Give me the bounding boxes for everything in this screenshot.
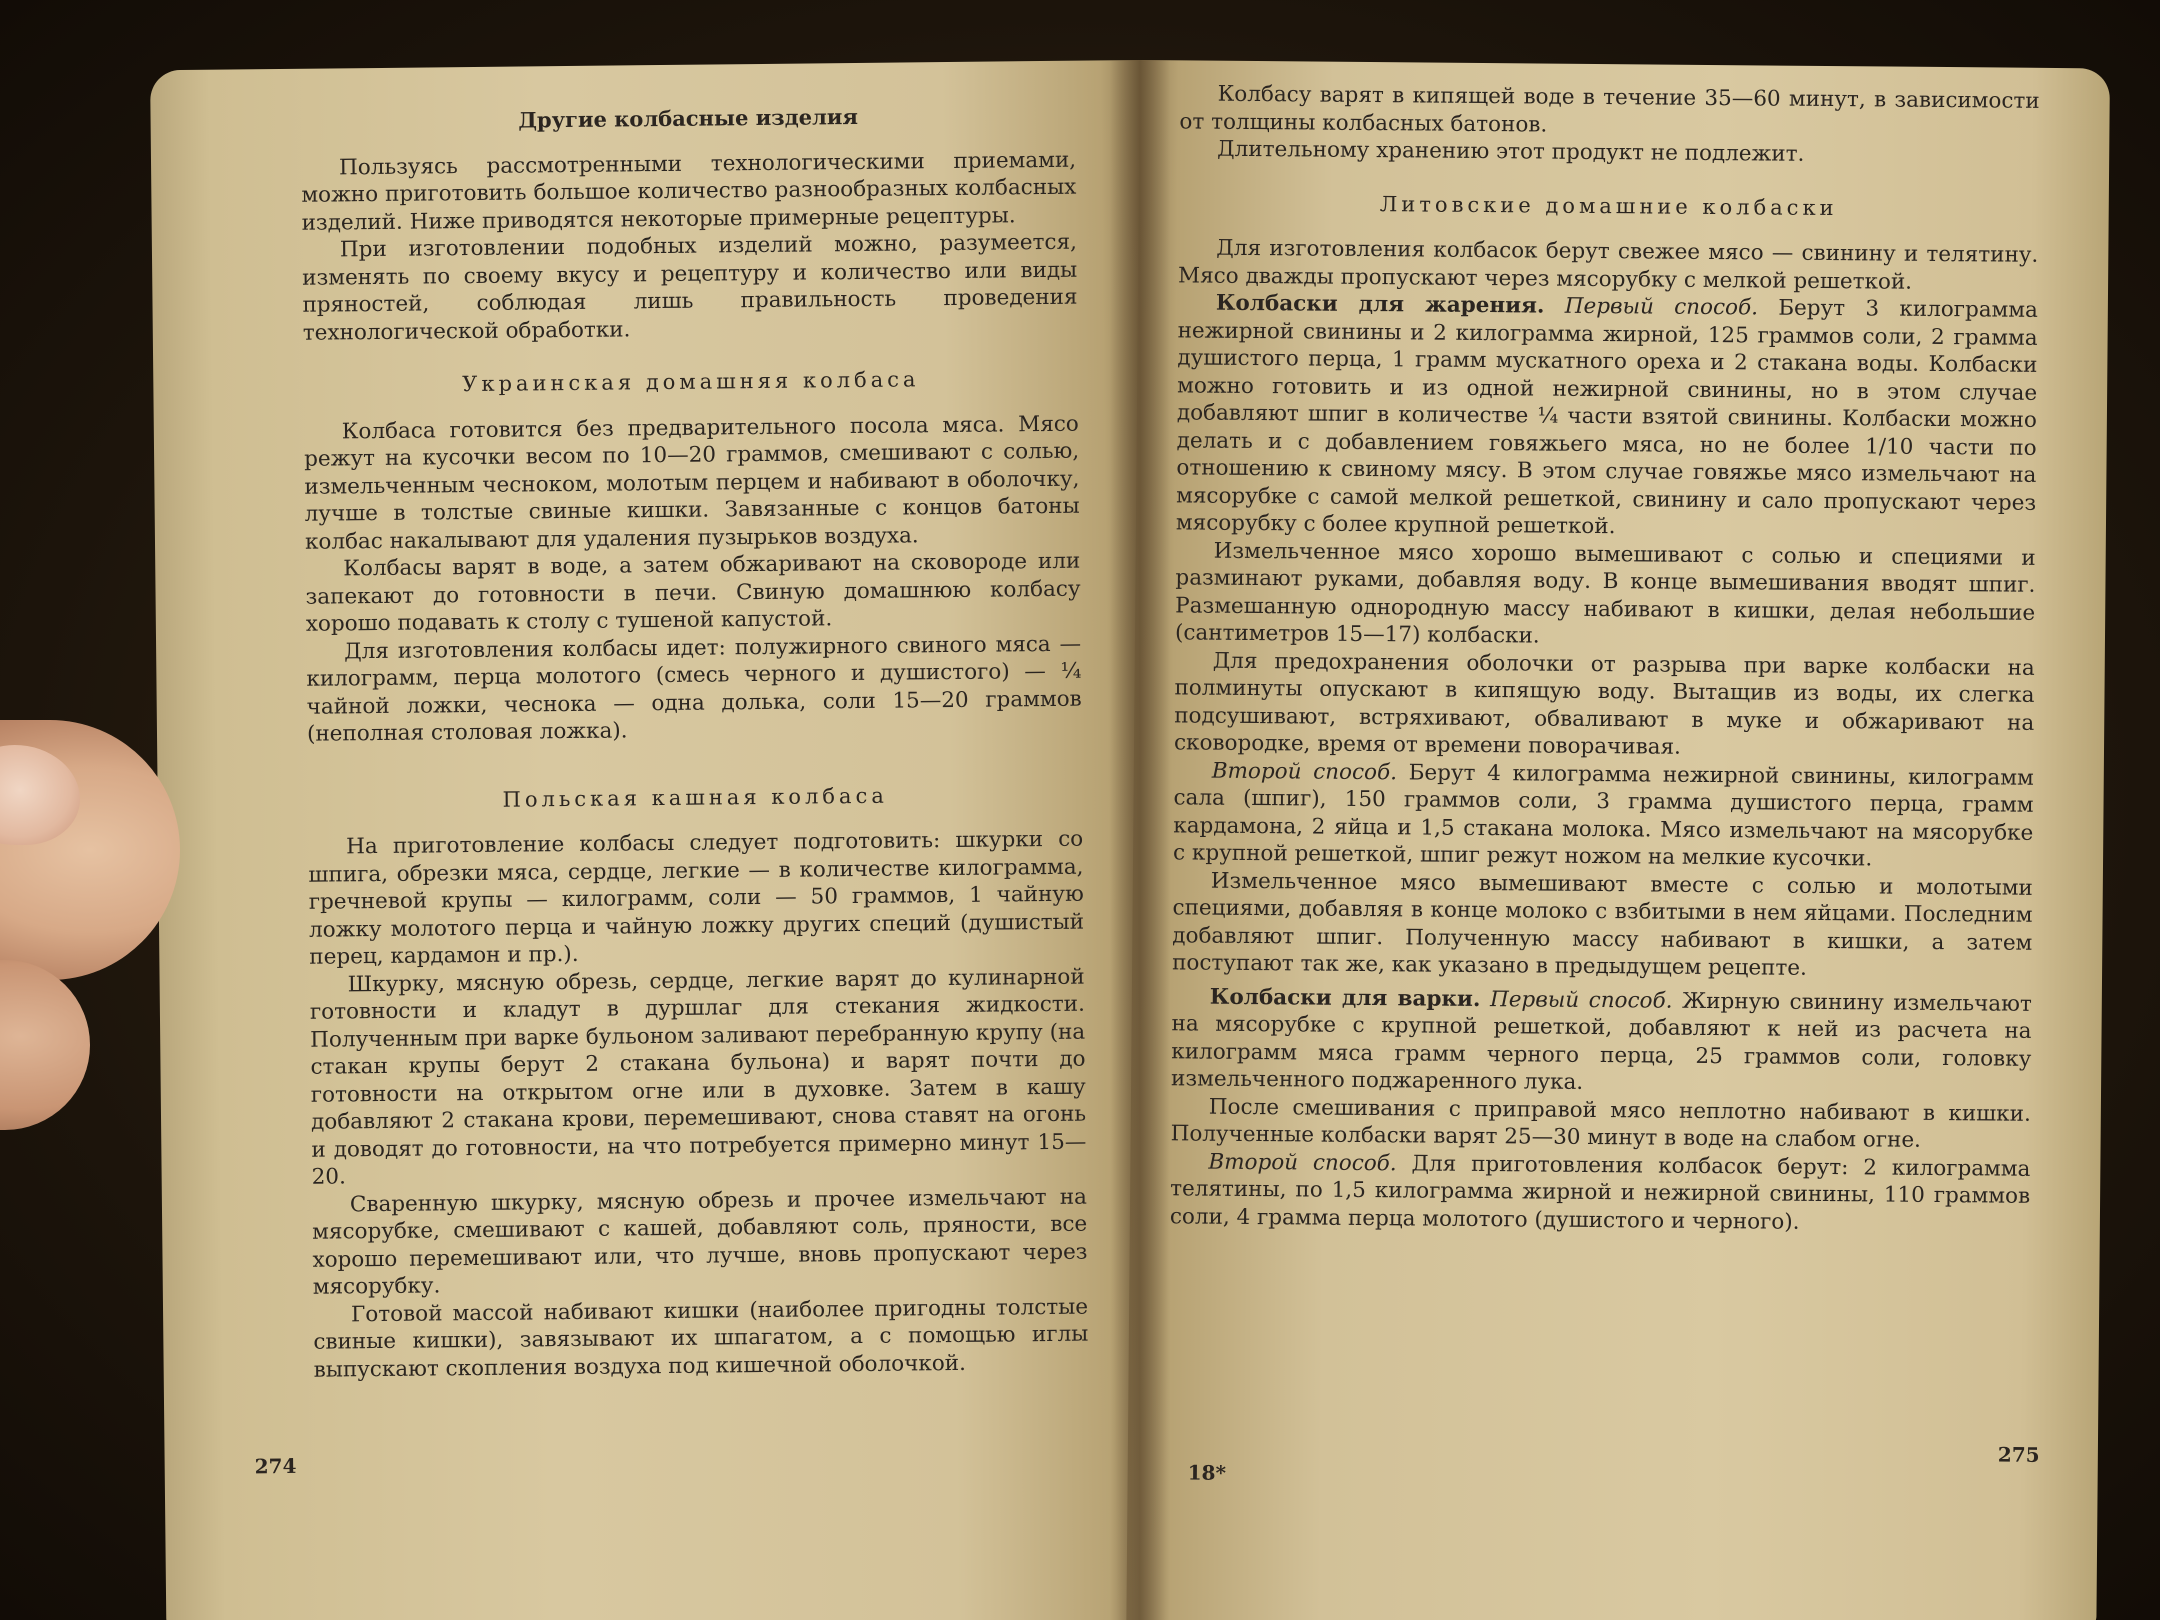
paragraph-text: Берут 3 килограмма нежирной свинины и 2 килограмма жирной, 125 граммов соли, 2 грамма душистого перца, 1 грамм мускатного ореха и 2 стакана воды. Колбаски можно готовить и из одной нежирной свинины, но в этом случае добавляют шпиг в количестве ¼ части взятой свинины. Колбаски можно делать и с добавлением говяжьего мяса, но не более 1/10 части по отношению к свиному мясу. В этом случае говяжье мясо измельчают на мясорубке с самой мелкой решеткой, свинину и сало пропускают через мясорубку с более крупной решеткой. [1175,295,2038,540]
heading-other-sausages: Другие колбасные изделия [518,103,859,133]
left-page [150,60,1156,1620]
right-page [1126,60,2110,1620]
paragraph: Колбасу варят в кипящей воде в течение 35—60 минут, в зависимости от толщины колбасных батонов. [1179,81,2040,138]
paragraph-text: Жирную свинину измельчают на мясорубке с крупной решеткой, добавляют к ней из расчета на килограмм мяса грамм черного перца, 25 граммов соли, головку измельченного поджаренного лука. [1171,988,2032,1095]
heading-ukrainian-sausage: Украинская домашняя колбаса [462,367,920,397]
paragraph [1173,757,2034,875]
paragraph: Для предохранения оболочки от разрыва при варке колбаски на полминуты опускают в кипящую воду. Вытащив из воды, их слегка подсушивают, встряхивают, обваливают в муке и обжаривают на сковородке, время от времени поворачивая. [1173,648,2035,760]
paragraph: Для изготовления колбасок берут свежее мясо — свинину и телятину. Мясо дважды пропускают через мясорубку с мелкой решеткой. [1178,235,2039,295]
paragraph: Шкурку, мясную обрезь, сердце, легкие варят до кулинарной готовности и кладут в дуршлаг для стекания жидкости. Полученным при варке бульоном заливают перебранную крупу (на стакан крупы берут 2 стакана бульона) и варят почти до готовности на открытом огне или в духовке. Затем в кашу добавляют 2 стакана крови, перемешивают, снова ставят на огонь и доводят до готовности, на что потребуется примерно минут 15—20. [309,964,1087,1190]
paragraph: Для изготовления колбасы идет: полужирного свиного мяса — килограмм, перца молотого (смесь черного и душистого) — ¼ чайной ложки, чеснока — одна долька, соли 15—20 граммов (неполная столовая ложка). [306,631,1082,747]
heading-lithuanian-sausages: Литовские домашние колбаски [1379,191,1838,220]
page-number-left: 274 [254,1453,297,1479]
paragraph: Сваренную шкурку, мясную обрезь и прочее измельчают на мясорубке, смешивают с кашей, добавляют соль, пряности, все хорошо перемешивают или, что лучше, вновь пропускают через мясорубку. [312,1184,1088,1300]
right-page-text [1170,80,2040,1237]
paragraph: Измельченное мясо хорошо вымешивают с солью и специями и разминают руками, добавляя воду. В конце вымешивания вводят шпиг. Размешанную однородную массу набивают в кишки, делая небольшие (сантиметров 15—17) колбаски. [1174,538,2036,649]
first-way-label: Первый способ. [1564,293,1759,321]
first-way-label: Первый способ. [1489,986,1673,1014]
paragraph [1170,1148,2031,1238]
second-way-label: Второй способ. [1211,758,1398,785]
finger [0,960,90,1130]
paragraph-text: Для приготовления колбасок берут: 2 килограмма телятины, по 1,5 килограмма жирной и нежирной свинины, 110 граммов соли, 4 грамма перца молотого (душистого и черного). [1169,1150,2031,1235]
thumbnail [0,745,80,845]
paragraph: Готовой массой набивают кишки (наиболее пригодны толстые свиные кишки), завязывают их шпагатом, а с помощью иглы выпускают скопления воздуха под кишечной оболочкой. [313,1294,1089,1383]
paragraph: На приготовление колбасы следует подготовить: шкурки со шпига, обрезки мяса, сердце, легкие — в количестве килограмма, гречневой крупы — килограмм, соли — 50 граммов, 1 чайную ложку молотого перца и чайную ложку других специй (душистый перец, кардамон и пр.). [308,826,1085,970]
paragraph: Измельченное мясо вымешивают вместе с солью и молотыми специями, добавляя в конце молоко с взбитыми в нем яйцами. Последним добавляют шпиг. Полученную массу набивают в кишки, а затем поступают так же, как указано в предыдущем рецепте. [1172,868,2033,981]
paragraph: Пользуясь рассмотренными технологическими приемами, можно приготовить большое количество разнообразных колбасных изделий. Ниже приводятся некоторые примерные рецептуры. [301,147,1077,236]
paragraph [1171,983,2032,1101]
book-gutter-shadow [1110,60,1170,1620]
boiling-sausages-title: Колбаски для варки. [1209,984,1481,1012]
frying-sausages-title: Колбаски для жарения. [1215,290,1545,319]
open-book [150,60,2110,1620]
heading-polish-sausage: Польская кашная колбаса [502,783,888,812]
signature-mark: 18* [1187,1460,1227,1485]
paragraph: При изготовлении подобных изделий можно, разумеется, изменять по своему вкусу и рецептуру и количество или виды пряностей, соблюдая лишь правильность проведения технологической обработки. [302,229,1078,346]
paragraph: Колбаса готовится без предварительного посола мяса. Мясо режут на кусочки весом по 10—20 граммов, смешивают с солью, измельченным чесноком, молотым перцем и набивают в оболочку, лучше в толстые свиные кишки. Завязанные с концов батоны колбас накалывают для удаления пузырьков воздуха. [304,411,1080,555]
paragraph: Колбасы варят в воде, а затем обжаривают на сковороде или запекают до готовности в печи. Свиную домашнюю колбасу хорошо подавать к столу с тушеной капустой. [305,548,1081,637]
left-page-text [300,101,1088,1384]
paragraph: После смешивания с приправой мясо неплотно набивают в кишки. Полученные колбаски варят 25—30 минут в воде на слабом огне. [1170,1094,2031,1153]
paragraph [1176,289,2038,544]
second-way-label: Второй способ. [1208,1149,1397,1176]
paragraph: Длительному хранению этот продукт не подлежит. [1217,136,1805,167]
paragraph-text: Берут 4 килограмма нежирной свинины, килограмм сала (шпиг), 150 граммов соли, 3 грамма душистого перца, грамм кардамона, 2 яйца и 1,5 стакана молока. Мясо измельчают на мясорубке с крупной решеткой, шпиг режут ножом на мелкие кусочки. [1172,759,2034,872]
page-number-right: 275 [1997,1442,2040,1467]
